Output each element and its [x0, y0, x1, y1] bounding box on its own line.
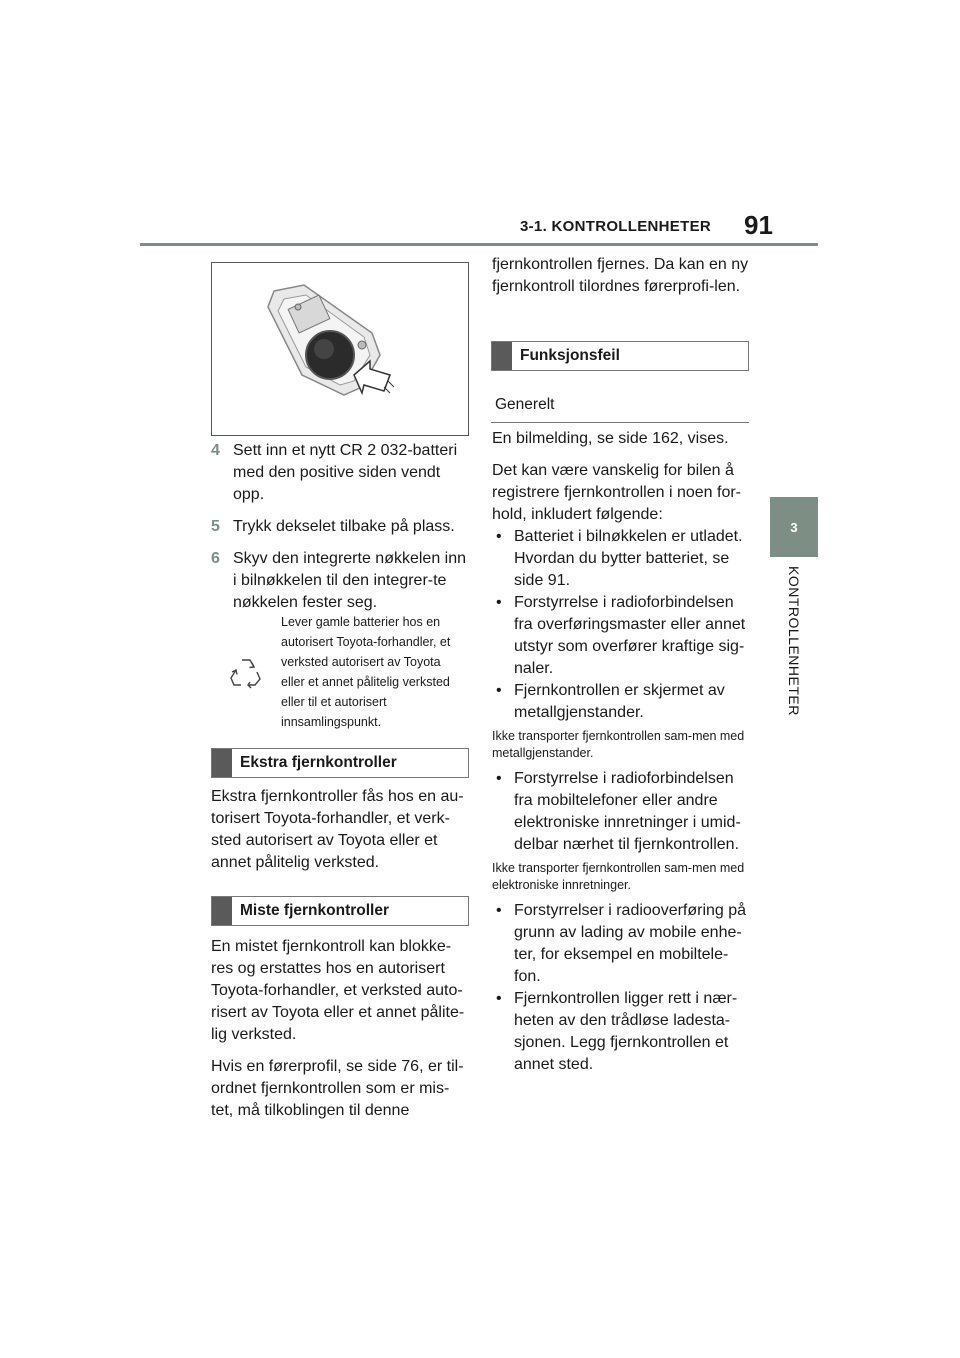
extra-remotes-text — [211, 786, 469, 884]
note: Ikke transporter fjernkontrollen sam-men med elektroniske innretninger. — [492, 861, 745, 892]
step-4 — [211, 440, 469, 506]
bullet-symbol: • — [496, 902, 502, 919]
list-item — [492, 900, 750, 988]
paragraph: Ekstra fjernkontroller fås hos en au-torisert Toyota-forhandler, et verk-sted autorisert av Toyota eller et annet pålitelig verksted. — [211, 788, 464, 871]
bullet-symbol: • — [496, 528, 502, 545]
step-5 — [211, 516, 469, 538]
step-text: Trykk dekselet tilbake på plass. — [233, 518, 455, 535]
page-number: 91 — [744, 210, 773, 240]
section-title: Funksjonsfeil — [520, 347, 620, 364]
list-item-text: Fjernkontrollen ligger rett i nær-heten av den trådløse ladesta-sjonen. Legg fjernkontrollen et annet sted. — [514, 990, 738, 1073]
step-number: 4 — [211, 442, 220, 459]
step-number: 5 — [211, 518, 220, 535]
list-item — [492, 680, 750, 724]
section-header-extra-remotes — [211, 748, 469, 778]
lost-remotes-text — [211, 936, 469, 1132]
step-6 — [211, 548, 469, 614]
list-item-text: Forstyrrelse i radioforbindelsen fra overføringsmaster eller annet utstyr som overfører kraftige sig-naler. — [514, 594, 746, 677]
paragraph: En mistet fjernkontroll kan blokke-res og erstattes hos en autorisert Toyota-forhandler, et verksted auto-risert av Toyota eller et annet pålite-lig verksted. — [211, 938, 465, 1043]
list-item-text: Batteriet i bilnøkkelen er utladet. Hvordan du bytter batteriet, se side 91. — [514, 528, 743, 589]
step-text: Skyv den integrerte nøkkelen inn i bilnøkkelen til den integrer-te nøkkelen fester seg. — [233, 550, 467, 611]
recycle-note — [211, 612, 467, 732]
bullet-symbol: • — [496, 594, 502, 611]
side-tab-label: KONTROLLENHETER — [786, 566, 802, 716]
list-item — [492, 768, 750, 856]
bullet-symbol: • — [496, 990, 502, 1007]
section-marker — [212, 897, 232, 925]
paragraph: Det kan være vanskelig for bilen å registrere fjernkontrollen i noen for-hold, inkludert følgende: — [492, 462, 742, 523]
list-item — [492, 526, 750, 592]
header-rule — [140, 243, 818, 246]
list-item — [492, 592, 750, 680]
step-text: Sett inn et nytt CR 2 032-batteri med den positive siden vendt opp. — [233, 442, 458, 503]
recycle-icon — [211, 612, 281, 732]
continued-text — [492, 254, 750, 308]
list-item-text: Forstyrrelser i radiooverføring på grunn av lading av mobile enhe-ter, for eksempel en mobiltele-fon. — [514, 902, 747, 985]
section-title: Ekstra fjernkontroller — [240, 754, 397, 771]
list-item — [492, 988, 750, 1076]
recycle-note-text: Lever gamle batterier hos en autorisert Toyota-forhandler, et verksted autorisert av Toyota eller et annet pålitelig verksted eller til et autorisert innsamlingspunkt. — [281, 615, 451, 729]
sub-heading-general: Generelt — [491, 392, 749, 423]
list-item-text: Forstyrrelse i radioforbindelsen fra mobiltelefoner eller andre elektroniske innretninger i umid-delbar nærhet til fjernkontrollen. — [514, 770, 741, 853]
malfunction-body — [492, 428, 750, 1076]
chapter-title: 3-1. KONTROLLENHETER — [520, 218, 712, 235]
side-tab-number: 3 — [770, 497, 818, 557]
paragraph: Hvis en førerprofil, se side 76, er til-ordnet fjernkontrollen som er mis-tet, må tilkoblingen til denne — [211, 1058, 464, 1119]
key-battery-figure — [211, 262, 469, 436]
left-steps — [211, 440, 469, 624]
section-marker — [492, 342, 512, 370]
bullet-symbol: • — [496, 682, 502, 699]
paragraph: fjernkontrollen fjernes. Da kan en ny fjernkontroll tilordnes førerprofi-len. — [492, 256, 749, 295]
list-item-text: Fjernkontrollen er skjermet av metallgjenstander. — [514, 682, 725, 721]
step-number: 6 — [211, 550, 220, 567]
section-header-malfunction — [491, 341, 749, 371]
section-header-lost-remotes — [211, 896, 469, 926]
note: Ikke transporter fjernkontrollen sam-men med metallgjenstander. — [492, 729, 745, 760]
section-title: Miste fjernkontroller — [240, 902, 389, 919]
paragraph: En bilmelding, se side 162, vises. — [492, 430, 729, 447]
bullet-symbol: • — [496, 770, 502, 787]
section-marker — [212, 749, 232, 777]
key-fob-illustration — [212, 263, 468, 435]
